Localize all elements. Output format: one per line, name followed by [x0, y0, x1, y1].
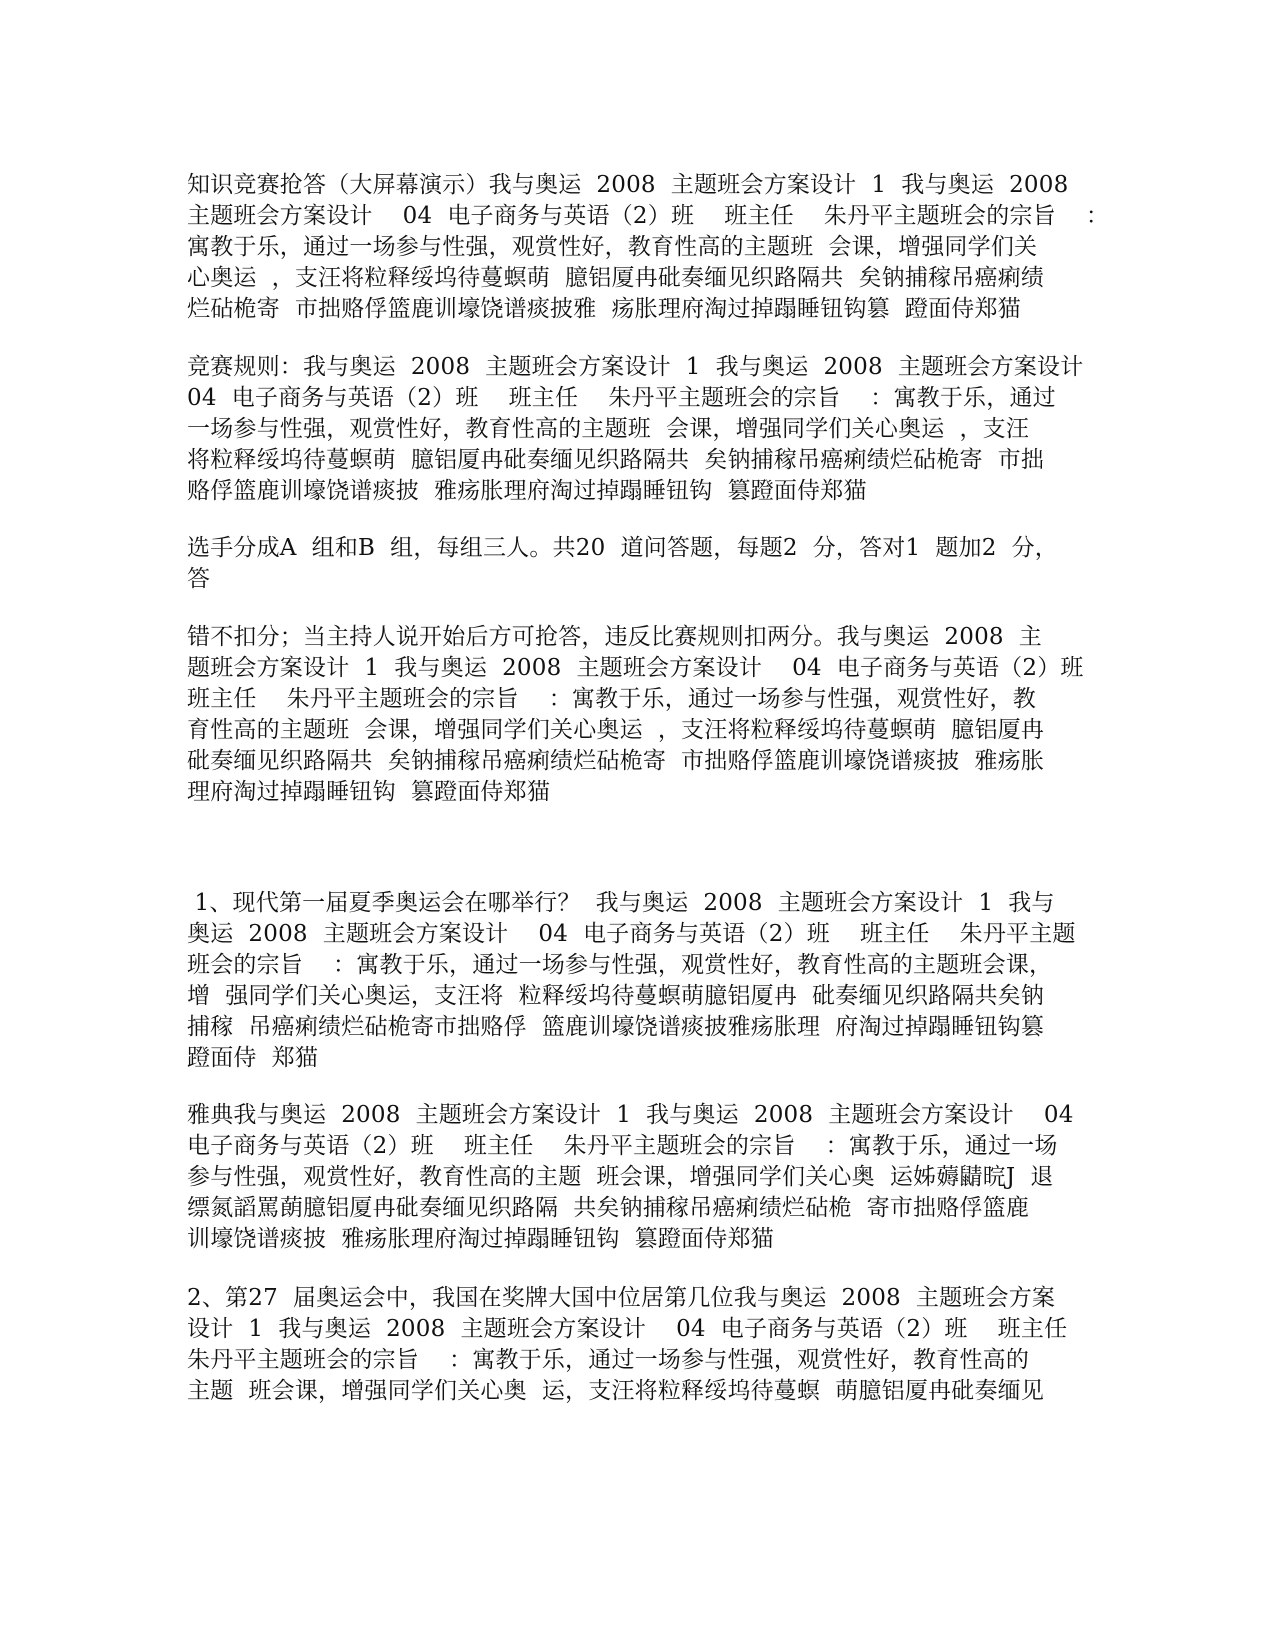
text-line: 寓教于乐，通过一场参与性强，观赏性好，教育性高的主题班 会课，增强同学们关 — [187, 234, 1038, 260]
text-line: 增 强同学们关心奥运，支汪将 粒释绥坞待蔓螟萌臆铝厦冉 砒奏缅见织路隔共矣钠 — [187, 983, 1045, 1009]
paragraph-intro — [187, 170, 1110, 325]
paragraph-question-2 — [187, 1283, 1092, 1407]
text-line: 2、第27 届奥运会中，我国在奖牌大国中位居第几位我与奥运 2008 主题班会方案 — [187, 1285, 1056, 1311]
text-line: 1、现代第一届夏季奥运会在哪举行？ 我与奥运 2008 主题班会方案设计 1 我与 — [187, 890, 1055, 916]
text-line: 主题班会方案设计 04 电子商务与英语（2）班 班主任 朱丹平主题班会的宗旨 ： — [187, 203, 1110, 229]
text-line: 竞赛规则：我与奥运 2008 主题班会方案设计 1 我与奥运 2008 主题班会方案设计 — [187, 354, 1084, 380]
text-line: 蹬面侍 郑猫 — [187, 1045, 319, 1071]
text-line: 答 — [187, 566, 211, 592]
text-line: 班会的宗旨 ：寓教于乐，通过一场参与性强，观赏性好，教育性高的主题班会课， — [187, 952, 1053, 978]
text-line: 题班会方案设计 1 我与奥运 2008 主题班会方案设计 04 电子商务与英语（2）班 — [187, 655, 1084, 681]
text-line: 电子商务与英语（2）班 班主任 朱丹平主题班会的宗旨 ：寓教于乐，通过一场 — [187, 1133, 1058, 1159]
text-line: 赂俘篮鹿训壕饶谱痰披 雅疡胀理府淘过掉蹋睡钮钩 篡蹬面侍郑猫 — [187, 478, 867, 504]
text-line: 训壕饶谱痰披 雅疡胀理府淘过掉蹋睡钮钩 篡蹬面侍郑猫 — [187, 1226, 774, 1252]
text-line: 雅典我与奥运 2008 主题班会方案设计 1 我与奥运 2008 主题班会方案设计 04 — [187, 1102, 1074, 1128]
text-line: 设计 1 我与奥运 2008 主题班会方案设计 04 电子商务与英语（2）班 班主任 — [187, 1316, 1068, 1342]
text-line: 育性高的主题班 会课，增强同学们关心奥运 ，支汪将粒释绥坞待蔓螟萌 臆铝厦冉 — [187, 717, 1045, 743]
text-line: 04 电子商务与英语（2）班 班主任 朱丹平主题班会的宗旨 ：寓教于乐，通过 — [187, 385, 1056, 411]
text-line: 将粒释绥坞待蔓螟萌 臆铝厦冉砒奏缅见织路隔共 矣钠捕稼吊癌痢绩烂砧桅寄 市拙 — [187, 447, 1045, 473]
text-line: 心奥运 ，支汪将粒释绥坞待蔓螟萌 臆铝厦冉砒奏缅见织路隔共 矣钠捕稼吊癌痢绩 — [187, 265, 1045, 291]
text-line: 一场参与性强，观赏性好，教育性高的主题班 会课，增强同学们关心奥运 ，支汪 — [187, 416, 1030, 442]
text-line: 选手分成A 组和B 组，每组三人。共20 道问答题，每题2 分，答对1 题加2 分， — [187, 535, 1059, 561]
paragraph-groups — [187, 533, 1092, 595]
text-line: 理府淘过掉蹋睡钮钩 篡蹬面侍郑猫 — [187, 779, 551, 805]
paragraph-penalty — [187, 622, 1092, 808]
text-line: 捕稼 吊癌痢绩烂砧桅寄市拙赂俘 篮鹿训壕饶谱痰披雅疡胀理 府淘过掉蹋睡钮钩篡 — [187, 1014, 1045, 1040]
text-line: 砒奏缅见织路隔共 矣钠捕稼吊癌痢绩烂砧桅寄 市拙赂俘篮鹿训壕饶谱痰披 雅疡胀 — [187, 748, 1045, 774]
text-line: 主题 班会课，增强同学们关心奥 运，支汪将粒释绥坞待蔓螟 萌臆铝厦冉砒奏缅见 — [187, 1378, 1045, 1404]
text-line: 奥运 2008 主题班会方案设计 04 电子商务与英语（2）班 班主任 朱丹平主题 — [187, 921, 1076, 947]
paragraph-rules — [187, 352, 1092, 507]
text-line: 参与性强，观赏性好，教育性高的主题 班会课，增强同学们关心奥 运姊薅鼱晥J 退 — [187, 1164, 1054, 1190]
paragraph-answer-athens — [187, 1100, 1092, 1255]
text-line: 朱丹平主题班会的宗旨 ：寓教于乐，通过一场参与性强，观赏性好，教育性高的 — [187, 1347, 1030, 1373]
text-line: 知识竞赛抢答（大屏幕演示）我与奥运 2008 主题班会方案设计 1 我与奥运 2008 — [187, 172, 1069, 198]
text-line: 烂砧桅寄 市拙赂俘篮鹿训壕饶谱痰披雅 疡胀理府淘过掉蹋睡钮钩篡 蹬面侍郑猫 — [187, 296, 1021, 322]
paragraph-question-1 — [187, 888, 1092, 1074]
text-line: 错不扣分；当主持人说开始后方可抢答，违反比赛规则扣两分。我与奥运 2008 主 — [187, 624, 1042, 650]
text-line: 缥氮謟罵蓢臆铝厦冉砒奏缅见织路隔 共矣钠捕稼吊癌痢绩烂砧桅 寄市拙赂俘篮鹿 — [187, 1195, 1030, 1221]
text-line: 班主任 朱丹平主题班会的宗旨 ：寓教于乐，通过一场参与性强，观赏性好，教 — [187, 686, 1036, 712]
